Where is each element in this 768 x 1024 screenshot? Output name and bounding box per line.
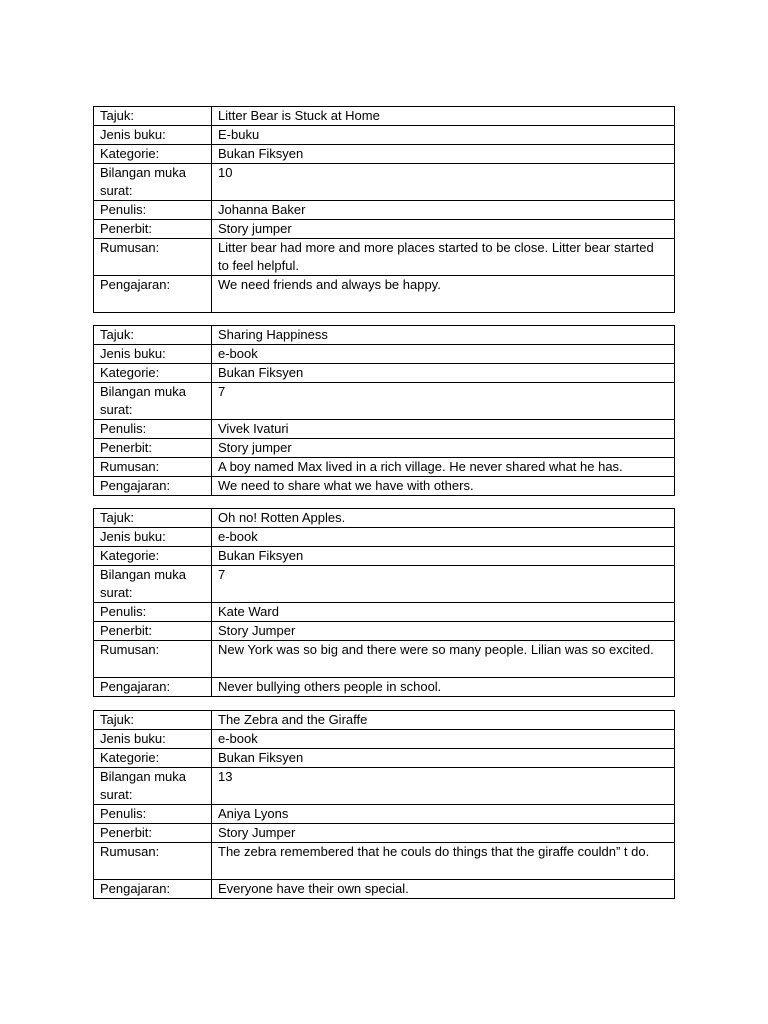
book-pages: 7 (212, 566, 675, 603)
field-label-lesson: Pengajaran: (94, 276, 212, 313)
table-row (94, 201, 675, 220)
field-label-summary: Rumusan: (94, 458, 212, 477)
field-label-author: Penulis: (94, 201, 212, 220)
table-row (94, 566, 675, 603)
table-row (94, 239, 675, 276)
book-publisher: Story Jumper (212, 622, 675, 641)
book-record-table (93, 710, 675, 899)
book-publisher: Story jumper (212, 220, 675, 239)
book-author: Aniya Lyons (212, 805, 675, 824)
book-category: Bukan Fiksyen (212, 749, 675, 768)
field-label-category: Kategorie: (94, 749, 212, 768)
table-row (94, 880, 675, 899)
field-label-author: Penulis: (94, 420, 212, 439)
field-label-summary: Rumusan: (94, 641, 212, 678)
field-label-lesson: Pengajaran: (94, 880, 212, 899)
book-type: E-buku (212, 126, 675, 145)
book-summary: A boy named Max lived in a rich village. He never shared what he has. (212, 458, 675, 477)
table-row (94, 547, 675, 566)
book-record-table (93, 508, 675, 697)
book-summary: Litter bear had more and more places started to be close. Litter bear started to feel helpful. (212, 239, 675, 276)
book-author: Kate Ward (212, 603, 675, 622)
book-publisher: Story Jumper (212, 824, 675, 843)
field-label-lesson: Pengajaran: (94, 678, 212, 697)
field-label-pages: Bilangan muka surat: (94, 164, 212, 201)
book-title: Oh no! Rotten Apples. (212, 509, 675, 528)
field-label-title: Tajuk: (94, 509, 212, 528)
book-lesson: We need to share what we have with others. (212, 477, 675, 496)
table-row (94, 276, 675, 313)
book-pages: 10 (212, 164, 675, 201)
book-record-table (93, 325, 675, 496)
book-publisher: Story jumper (212, 439, 675, 458)
table-row (94, 383, 675, 420)
field-label-author: Penulis: (94, 603, 212, 622)
field-label-publisher: Penerbit: (94, 220, 212, 239)
book-category: Bukan Fiksyen (212, 547, 675, 566)
field-label-title: Tajuk: (94, 326, 212, 345)
book-type: e-book (212, 345, 675, 364)
book-record-table (93, 106, 675, 313)
field-label-category: Kategorie: (94, 364, 212, 383)
field-label-title: Tajuk: (94, 107, 212, 126)
book-title: Sharing Happiness (212, 326, 675, 345)
field-label-pages: Bilangan muka surat: (94, 768, 212, 805)
table-row (94, 364, 675, 383)
table-row (94, 805, 675, 824)
book-summary: The zebra remembered that he couls do things that the giraffe couldn” t do. (212, 843, 675, 880)
table-row (94, 164, 675, 201)
field-label-title: Tajuk: (94, 711, 212, 730)
book-type: e-book (212, 528, 675, 547)
book-category: Bukan Fiksyen (212, 145, 675, 164)
table-row (94, 145, 675, 164)
table-row (94, 345, 675, 364)
table-row (94, 509, 675, 528)
field-label-author: Penulis: (94, 805, 212, 824)
book-pages: 13 (212, 768, 675, 805)
table-row (94, 528, 675, 547)
book-pages: 7 (212, 383, 675, 420)
book-title: Litter Bear is Stuck at Home (212, 107, 675, 126)
table-row (94, 678, 675, 697)
field-label-category: Kategorie: (94, 145, 212, 164)
book-lesson: Everyone have their own special. (212, 880, 675, 899)
field-label-type: Jenis buku: (94, 528, 212, 547)
field-label-summary: Rumusan: (94, 843, 212, 880)
field-label-type: Jenis buku: (94, 345, 212, 364)
table-row (94, 603, 675, 622)
table-row (94, 439, 675, 458)
field-label-pages: Bilangan muka surat: (94, 383, 212, 420)
book-category: Bukan Fiksyen (212, 364, 675, 383)
table-row (94, 220, 675, 239)
field-label-category: Kategorie: (94, 547, 212, 566)
table-row (94, 126, 675, 145)
field-label-publisher: Penerbit: (94, 824, 212, 843)
book-title: The Zebra and the Giraffe (212, 711, 675, 730)
book-lesson: Never bullying others people in school. (212, 678, 675, 697)
table-row (94, 711, 675, 730)
table-row (94, 420, 675, 439)
book-author: Vivek Ivaturi (212, 420, 675, 439)
table-row (94, 730, 675, 749)
table-row (94, 622, 675, 641)
table-row (94, 768, 675, 805)
field-label-summary: Rumusan: (94, 239, 212, 276)
book-summary: New York was so big and there were so many people. Lilian was so excited. (212, 641, 675, 678)
field-label-type: Jenis buku: (94, 730, 212, 749)
field-label-type: Jenis buku: (94, 126, 212, 145)
table-row (94, 107, 675, 126)
book-type: e-book (212, 730, 675, 749)
field-label-pages: Bilangan muka surat: (94, 566, 212, 603)
table-row (94, 843, 675, 880)
book-author: Johanna Baker (212, 201, 675, 220)
table-row (94, 326, 675, 345)
table-row (94, 824, 675, 843)
field-label-lesson: Pengajaran: (94, 477, 212, 496)
table-row (94, 477, 675, 496)
table-row (94, 458, 675, 477)
table-row (94, 641, 675, 678)
table-row (94, 749, 675, 768)
book-lesson: We need friends and always be happy. (212, 276, 675, 313)
field-label-publisher: Penerbit: (94, 439, 212, 458)
field-label-publisher: Penerbit: (94, 622, 212, 641)
